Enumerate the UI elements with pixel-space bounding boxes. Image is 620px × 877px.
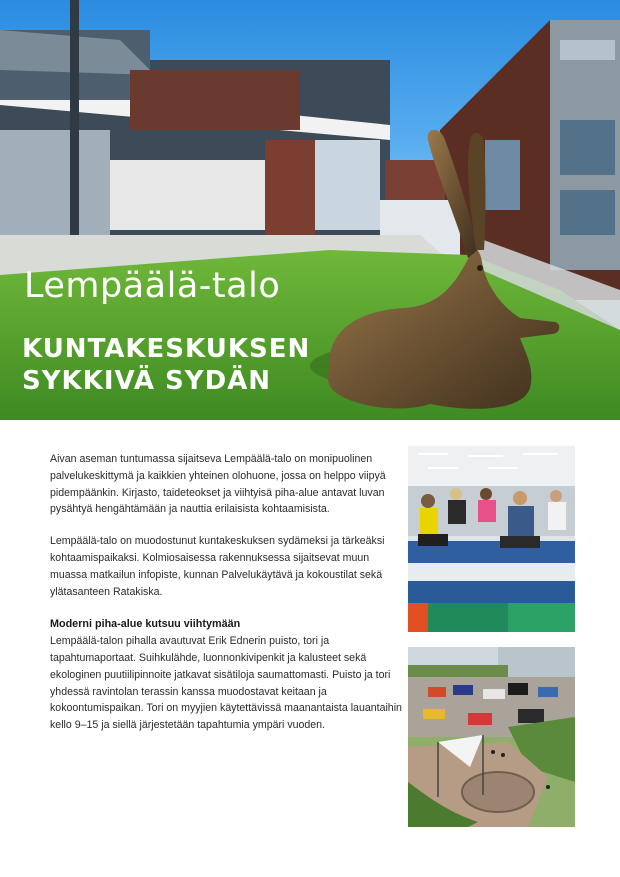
courtyard-paragraph: Lempäälä-talon pihalla avautuvat Erik Ednerin puisto, tori ja tapahtumaportaat. Suihkulähde, luonnonkivipenkit ja kalusteet sekä ekologinen puutiilipinnoite jatkavat sisätiloja saumattomasti. Puisto ja tori yhdessä ravintolan terassin kanssa muodostavat keitaan ja kokoontumispaikan. Tori on myyjien käytettävissä maanantaista lauantaihin kello 9–15 ja siellä järjestetään tapahtumia ympäri vuoden. <box>50 635 402 732</box>
hero-tagline-line2: SYKKIVÄ SYDÄN <box>22 366 272 396</box>
hero-tagline <box>22 333 310 397</box>
intro-paragraph: Aivan aseman tuntumassa sijaitseva Lempäälä-talo on monipuolinen palvelukeskittymä ja kaikkien yhteinen olohuone, jossa on helppo viipyä pidempäänkin. Kirjasto, taideteokset ja viihtyisä piha-alue antavat luvan pysähtyä hengähtämään ja nauttia erilaisista kohtaamisista. <box>50 453 386 516</box>
hero-title: Lempäälä-talo <box>24 266 281 306</box>
interior-photo <box>408 446 575 632</box>
section-subheading: Moderni piha-alue kutsuu viihtymään <box>50 618 241 631</box>
building-paragraph: Lempäälä-talo on muodostunut kuntakeskuksen sydämeksi ja tärkeäksi kohtaamispaikaksi. Kolmiosaisessa rakennuksessa sijaitsevat muun muassa matkailun infopiste, kunnan Palvelukäytävä ja kokoustilat sekä ylätasanteen Ratakiska. <box>50 535 385 598</box>
hero-tagline-line1: KUNTAKESKUKSEN <box>22 334 311 364</box>
courtyard-photo <box>408 647 575 827</box>
hero-section <box>0 0 620 420</box>
article-body <box>50 451 402 734</box>
